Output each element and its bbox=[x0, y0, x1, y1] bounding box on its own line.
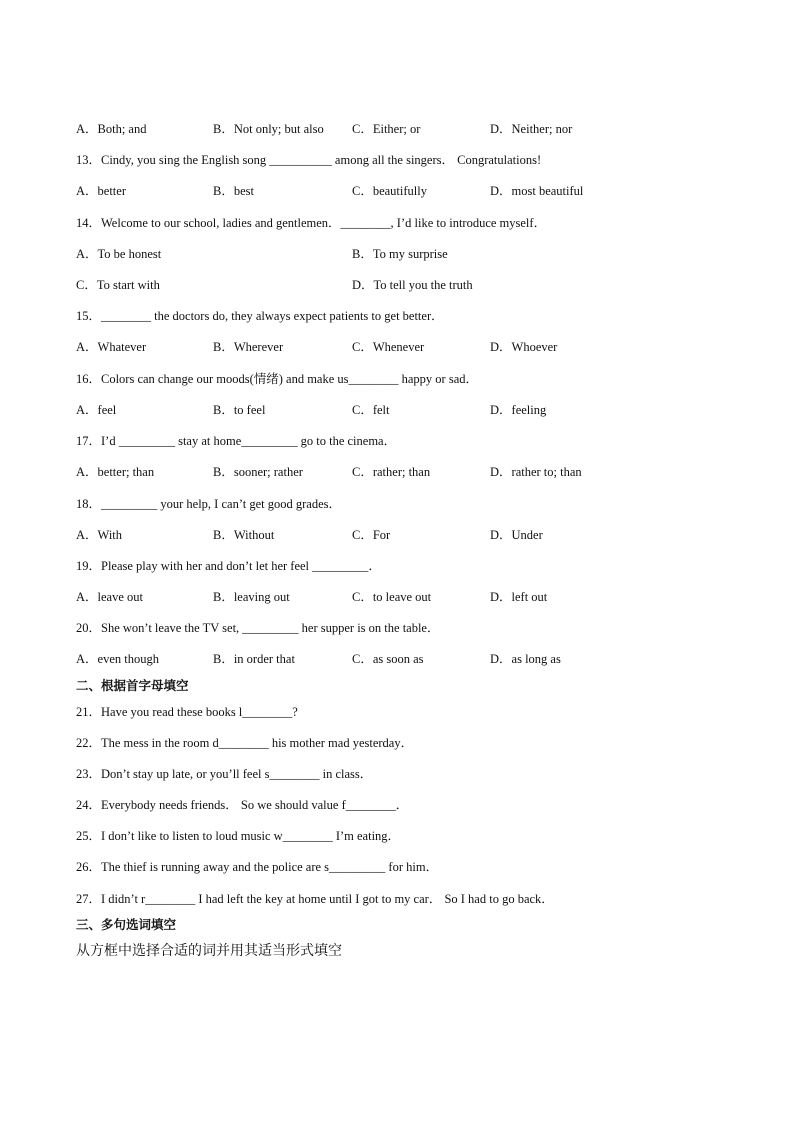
fill-item-22: 22．The mess in the room d________ his mother mad yesterday． bbox=[76, 736, 414, 750]
q20-options bbox=[76, 651, 756, 667]
option-a: A．Whatever bbox=[76, 340, 147, 354]
option-d: D．feeling bbox=[490, 403, 547, 417]
option-b: B．To my surprise bbox=[352, 247, 448, 261]
option-c: C．To start with bbox=[76, 278, 160, 292]
q18-options bbox=[76, 527, 756, 543]
fill-item-27: 27．I didn’t r________ I had left the key at home until I got to my car． So I had to go back． bbox=[76, 892, 554, 906]
q14-options-row1 bbox=[76, 246, 756, 262]
option-b: B．to feel bbox=[213, 403, 266, 417]
q16-options bbox=[76, 402, 756, 418]
option-b: B．leaving out bbox=[213, 590, 290, 604]
fill-item-25: 25．I don’t like to listen to loud music w________ I’m eating． bbox=[76, 829, 401, 843]
option-b: B．Without bbox=[213, 528, 275, 542]
option-a: A．better bbox=[76, 184, 126, 198]
option-d: D．Whoever bbox=[490, 340, 558, 354]
q12-options bbox=[76, 121, 756, 137]
option-b: B．Wherever bbox=[213, 340, 284, 354]
q13-options bbox=[76, 183, 756, 199]
option-d: D．rather to; than bbox=[490, 465, 582, 479]
option-b: B．Not only; but also bbox=[213, 122, 324, 136]
option-a: A．Both; and bbox=[76, 122, 147, 136]
option-d: D．To tell you the truth bbox=[352, 278, 473, 292]
question-16-stem: 16．Colors can change our moods(情绪) and make us________ happy or sad． bbox=[76, 372, 479, 386]
fill-item-21: 21．Have you read these books l________? bbox=[76, 705, 298, 719]
q15-options bbox=[76, 339, 756, 355]
option-c: C．as soon as bbox=[352, 652, 424, 666]
option-a: A．leave out bbox=[76, 590, 143, 604]
option-c: C．felt bbox=[352, 403, 390, 417]
option-b: B．best bbox=[213, 184, 254, 198]
option-b: B．in order that bbox=[213, 652, 295, 666]
question-14-stem: 14．Welcome to our school, ladies and gentlemen．________, I’d like to introduce myself． bbox=[76, 216, 547, 230]
fill-item-26: 26．The thief is running away and the police are s_________ for him． bbox=[76, 860, 439, 874]
option-d: D．left out bbox=[490, 590, 548, 604]
option-c: C．beautifully bbox=[352, 184, 427, 198]
q14-options-row2 bbox=[76, 277, 756, 293]
option-a: A．feel bbox=[76, 403, 117, 417]
question-18-stem: 18．_________ your help, I can’t get good grades． bbox=[76, 497, 341, 511]
option-c: C．to leave out bbox=[352, 590, 432, 604]
question-17-stem: 17．I’d _________ stay at home_________ go to the cinema． bbox=[76, 434, 397, 448]
option-a: A．even though bbox=[76, 652, 159, 666]
question-19-stem: 19．Please play with her and don’t let her feel _________． bbox=[76, 559, 381, 573]
q19-options bbox=[76, 589, 756, 605]
option-c: C．rather; than bbox=[352, 465, 431, 479]
option-c: C．Either; or bbox=[352, 122, 421, 136]
question-15-stem: 15．________ the doctors do, they always expect patients to get better． bbox=[76, 309, 444, 323]
option-c: C．For bbox=[352, 528, 391, 542]
option-a: A．better; than bbox=[76, 465, 155, 479]
option-a: A．To be honest bbox=[76, 247, 162, 261]
section-3-instruction: 从方框中选择合适的词并用其适当形式填空 bbox=[76, 943, 342, 959]
question-20-stem: 20．She won’t leave the TV set, _________ her supper is on the table． bbox=[76, 621, 440, 635]
section-2-heading: 二、根据首字母填空 bbox=[76, 678, 189, 693]
question-13-stem: 13．Cindy, you sing the English song __________ among all the singers． Congratulations! bbox=[76, 153, 542, 167]
fill-item-24: 24．Everybody needs friends． So we should value f________． bbox=[76, 798, 409, 812]
option-d: D．as long as bbox=[490, 652, 561, 666]
q17-options bbox=[76, 464, 756, 480]
option-c: C．Whenever bbox=[352, 340, 425, 354]
option-d: D．Under bbox=[490, 528, 543, 542]
fill-item-23: 23．Don’t stay up late, or you’ll feel s________ in class． bbox=[76, 767, 373, 781]
section-3-heading: 三、多句选词填空 bbox=[76, 917, 177, 932]
option-d: D．Neither; nor bbox=[490, 122, 573, 136]
option-a: A．With bbox=[76, 528, 123, 542]
option-d: D．most beautiful bbox=[490, 184, 584, 198]
option-b: B．sooner; rather bbox=[213, 465, 303, 479]
